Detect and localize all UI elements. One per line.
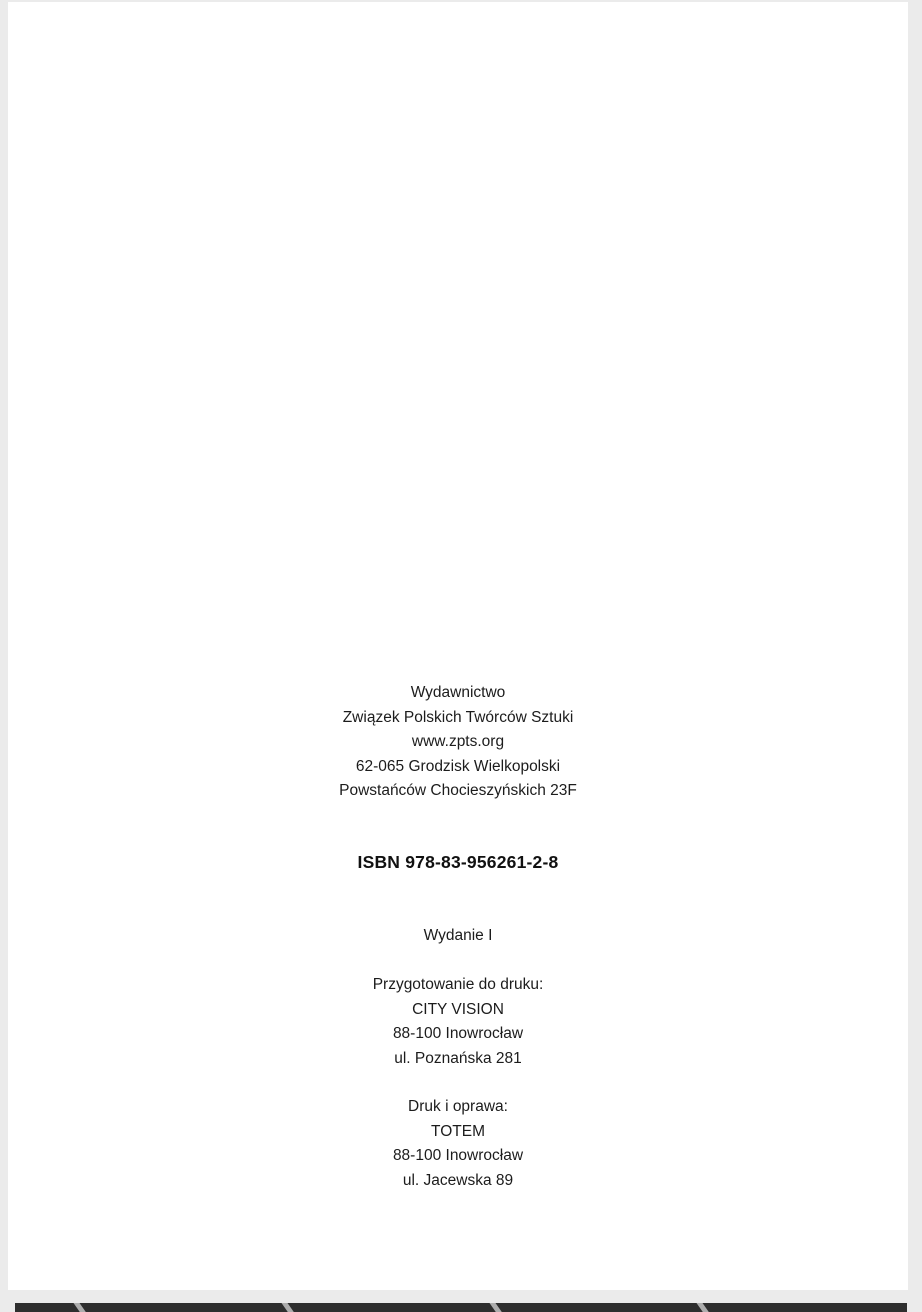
next-page-preview [15,1303,907,1312]
publisher-label: Wydawnictwo [410,684,506,701]
printer-label: Druk i oprawa: [408,1098,508,1115]
prepress-company: CITY VISION [412,1000,504,1018]
publisher-info-block [8,681,908,804]
next-page-divider [488,1303,504,1312]
publisher-street: Powstańców Chocieszyńskich 23F [339,782,577,799]
next-page-divider [695,1303,711,1312]
isbn-number: ISBN 978-83-956261-2-8 [357,852,559,872]
prepress-postal-city: 88-100 Inowrocław [392,1025,524,1042]
publisher-postal-city: 62-065 Grodzisk Wielkopolski [355,757,561,775]
next-page-divider [72,1303,88,1312]
prepress-street: ul. Poznańska 281 [394,1049,522,1067]
publisher-website: www.zpts.org [411,733,505,750]
prepress-info-block [8,973,908,1071]
printer-postal-city: 88-100 Inowrocław [392,1147,524,1164]
printer-info-block [8,1095,908,1193]
publisher-name: Związek Polskich Twórców Sztuki [342,708,574,726]
next-page-divider [280,1303,296,1312]
printer-street: ul. Jacewska 89 [402,1171,514,1189]
document-page-colophon [8,2,908,1290]
printer-company: TOTEM [431,1122,485,1140]
prepress-label: Przygotowanie do druku: [372,976,544,993]
edition-label: Wydanie I [423,927,493,944]
